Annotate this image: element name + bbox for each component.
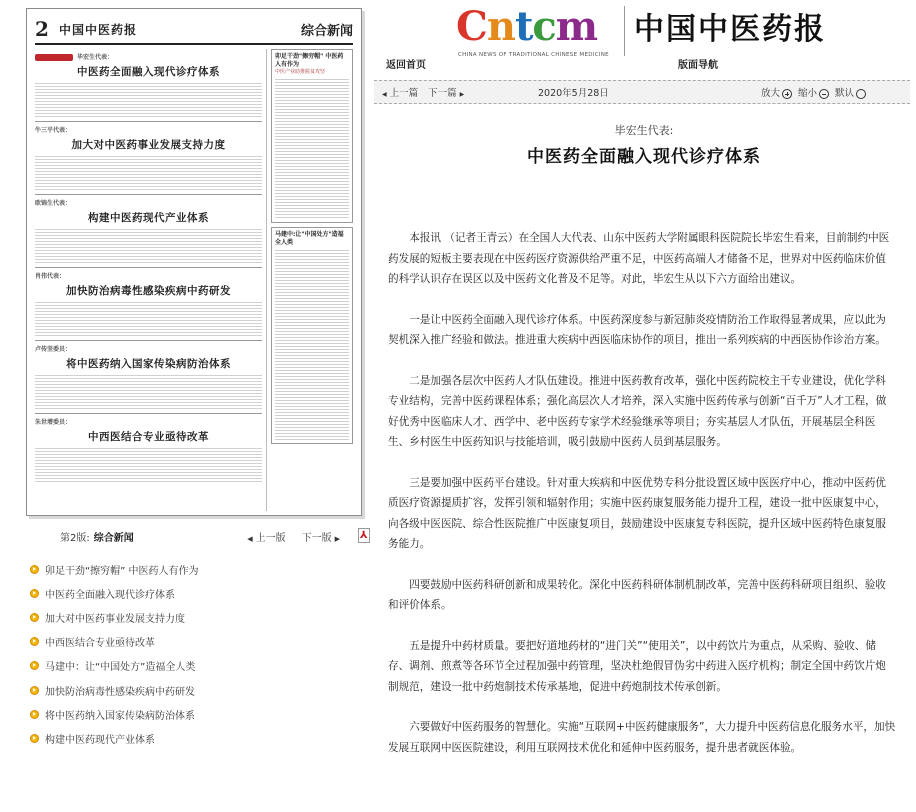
article-list-item[interactable] [30,654,360,678]
newspaper-side-title: 卯足干劲"擦穷帽" 中医药人有作为 [275,53,344,68]
article-link[interactable]: 构建中医药现代产业体系 [45,734,155,746]
article-paragraph: 二是加强各层次中医药人才队伍建设。推进中医药教育改革，强化中医药院校主干专业建设，优化学科专业结构，完善中医药课程体系；强化高层次人才培养，深入实施中医药传承与创新“百千万”人才工程，做好优秀中医临床人才、西学中、老中医药专家学术经验继承等项目；夯实基层人才队伍，开展基层全科医生、乡村医生中医药知识与技能培训，吸引鼓励中医药人员到基层服务。 [388,374,887,448]
arrow-left-icon: ◀ [382,91,387,98]
newspaper-main-column [35,49,267,511]
newspaper-header [35,15,353,45]
next-article-label: 下一篇 [428,88,457,99]
page-label: 第2版: [60,532,90,544]
newspaper-article[interactable] [35,195,262,268]
article-paragraph: 一是让中医药全面融入现代诊疗体系。中医药深度参与新冠肺炎疫情防治工作取得显著成果，应以此为契机深入推广经验和做法。推进重大疾病中西医临床协作的项目，推出一系列疾病的中西医协作诊治方案。 [388,313,886,346]
newspaper-text-block [275,250,349,440]
newspaper-article-kicker: 朱世增委员： [35,419,72,426]
article-paragraph: 四要鼓励中医药科研创新和成果转化。深化中医药科研体制机制改革，完善中医药科研项目组织、验收和评价体系。 [388,578,886,611]
article-title: 中医药全面融入现代诊疗体系 [527,147,761,167]
bullet-arrow-icon [30,637,39,646]
newspaper-text-block [275,79,349,219]
article [372,108,916,812]
arrow-left-icon: ◀ [247,534,253,543]
newspaper-side-article[interactable] [271,227,353,444]
zoom-default-button[interactable] [835,85,872,99]
newspaper-article-title: 将中医药纳入国家传染病防治体系 [66,358,231,370]
bullet-arrow-icon [30,710,39,719]
article-list-item[interactable] [30,702,360,726]
article-paragraph: 三是要加强中医药平台建设。针对重大疾病和中医优势专科分批设置区域中医医疗中心，推动中医药优质医疗资源提质扩容，发挥引领和辐射作用；实施中医药康复服务能力提升工程，建设一批中医康复中心，向各级中医医院、综合性医院推广中医康复项目，鼓励建设中医康复专科医院，提升区域中医药特色康复服务能力。 [388,476,886,550]
article-list-item[interactable] [30,630,360,654]
article-link[interactable]: 中西医结合专业亟待改革 [45,638,155,650]
article-link[interactable]: 卯足干劲“擦穷帽” 中医药人有作为 [45,565,199,577]
newspaper-meta [145,26,215,32]
newspaper-article[interactable] [35,122,262,195]
article-toolbar [374,80,910,104]
zoom-in-icon [782,89,792,99]
newspaper-side-subtitle: 中医产业助推脱贫攻坚 [275,69,326,75]
newspaper-side-title: 马建中:让"中国处方"造福全人类 [275,231,344,246]
article-link[interactable]: 中医药全面融入现代诊疗体系 [45,589,175,601]
zoom-out-label: 缩小 [797,88,817,99]
paper-name-logo: 中国中医药报 [634,12,826,47]
zoom-out-icon [819,89,829,99]
newspaper-article-kicker: 毕宏生代表： [77,54,114,61]
right-panel [372,0,916,812]
newspaper-side-column [267,49,353,511]
newspaper-side-article[interactable] [271,49,353,223]
newspaper-article[interactable] [35,341,262,414]
newspaper-section: 综合新闻 [300,23,353,39]
left-panel [0,0,372,812]
previous-article-label: 上一篇 [389,88,419,99]
zoom-in-button[interactable] [761,85,798,99]
newspaper-article[interactable] [35,414,262,486]
newspaper-text-block [35,83,262,117]
newspaper-article-kicker: 肖伟代表： [35,273,66,280]
article-list-item[interactable] [30,581,360,605]
newspaper-page-number: 2 [35,17,49,41]
article-link[interactable]: 将中医药纳入国家传染病防治体系 [45,710,195,722]
zoom-default-label: 默认 [834,88,854,99]
bullet-arrow-icon [30,661,39,670]
previous-article-link[interactable] [382,85,418,99]
next-page-link[interactable] [302,529,340,544]
arrow-right-icon: ▶ [334,534,340,543]
previous-page-link[interactable] [247,529,285,544]
article-link[interactable]: 马建中：让“中国处方”造福全人类 [45,662,196,674]
newspaper-page-thumbnail[interactable] [26,8,362,516]
newspaper-article-kicker: 牛三平代表： [35,127,72,134]
arrow-right-icon: ▶ [459,91,465,98]
bullet-arrow-icon [30,686,39,695]
article-link[interactable]: 加大对中医药事业发展支持力度 [45,613,185,625]
article-list-item[interactable] [30,678,360,702]
newspaper-article-title: 加快防治病毒性感染疾病中药研发 [66,285,231,297]
article-paragraph: 本报讯 （记者王青云）在全国人大代表、山东中医药大学附属眼科医院院长毕宏生看来，目前制约中医药发展的短板主要表现在中医药医疗资源供给严重不足，中医药高端人才储备不足，世界对中医药临床价值的科学认识存在误区以及中医药文化普及不足等。对此，毕宏生从以下六方面给出建议。 [388,232,890,285]
pdf-icon[interactable]: ⅄ [358,528,372,544]
article-paragraph: 六要做好中医药服务的智慧化。实施“互联网+中医药健康服务”，大力提升中医药信息化服务水平，加快发展互联网中医医院建设，利用互联网技术优化和延伸中医药服务，提升患者就医体验。 [388,721,896,754]
bullet-arrow-icon [30,734,39,743]
newspaper-badge [35,54,73,61]
newspaper-article-title: 加大对中医药事业发展支持力度 [71,139,226,151]
bullet-arrow-icon [30,589,39,598]
newspaper-text-block [35,156,262,190]
article-paragraph: 五是提升中药材质量。要把好道地药材的“进门关”“使用关”，以中药饮片为重点，从采购、验收、储存、调剂、煎煮等各环节全过程加强中药管理，坚决杜绝假冒伪劣中药进入医疗机构；制定全国中药饮片炮制规范，建设一批中药炮制技术传承基地，促进中药炮制技术传承创新。 [388,639,886,693]
newspaper-text-block [35,229,262,263]
next-article-link[interactable] [428,85,464,99]
zoom-in-label: 放大 [760,88,780,99]
newspaper-article-kicker: 卢传坚委员： [35,346,72,353]
article-list-item[interactable] [30,726,360,750]
issue-date: 2020年5月28日 [538,88,609,99]
article-body [388,228,896,778]
logo-divider [624,6,625,56]
logo-tagline: CHINA NEWS OF TRADITIONAL CHINESE MEDICINE [458,52,609,58]
bullet-arrow-icon [30,613,39,622]
zoom-default-icon [856,89,866,99]
home-link[interactable]: 返回首页 [386,60,426,71]
newspaper-text-block [35,375,262,409]
page-navigation [60,527,372,545]
page-nav-link[interactable]: 版面导航 [678,60,718,71]
previous-page-label: 上一版 [255,532,286,544]
bullet-arrow-icon [30,565,39,574]
newspaper-article-title: 中医药全面融入现代诊疗体系 [77,66,220,78]
zoom-controls [761,85,872,99]
zoom-out-button[interactable] [798,85,835,99]
newspaper-article-kicker: 欧锦生代表： [35,200,72,207]
newspaper-article-title: 中西医结合专业亟待改革 [88,431,209,443]
article-link[interactable]: 加快防治病毒性感染疾病中药研发 [45,686,195,698]
article-list-item[interactable] [30,605,360,629]
article-list [30,557,360,751]
cntcm-logo: Cntcm [456,3,598,50]
newspaper-article[interactable] [35,49,262,122]
article-kicker: 毕宏生代表: [614,124,674,137]
site-header [372,0,916,76]
newspaper-article-title: 构建中医药现代产业体系 [88,212,209,224]
newspaper-article[interactable] [35,268,262,341]
article-list-item[interactable] [30,557,360,581]
newspaper-text-block [35,302,262,336]
next-page-label: 下一版 [301,532,332,544]
newspaper-masthead: 中国中医药报 [59,22,138,37]
newspaper-text-block [35,448,262,482]
page-name: 综合新闻 [93,532,134,544]
